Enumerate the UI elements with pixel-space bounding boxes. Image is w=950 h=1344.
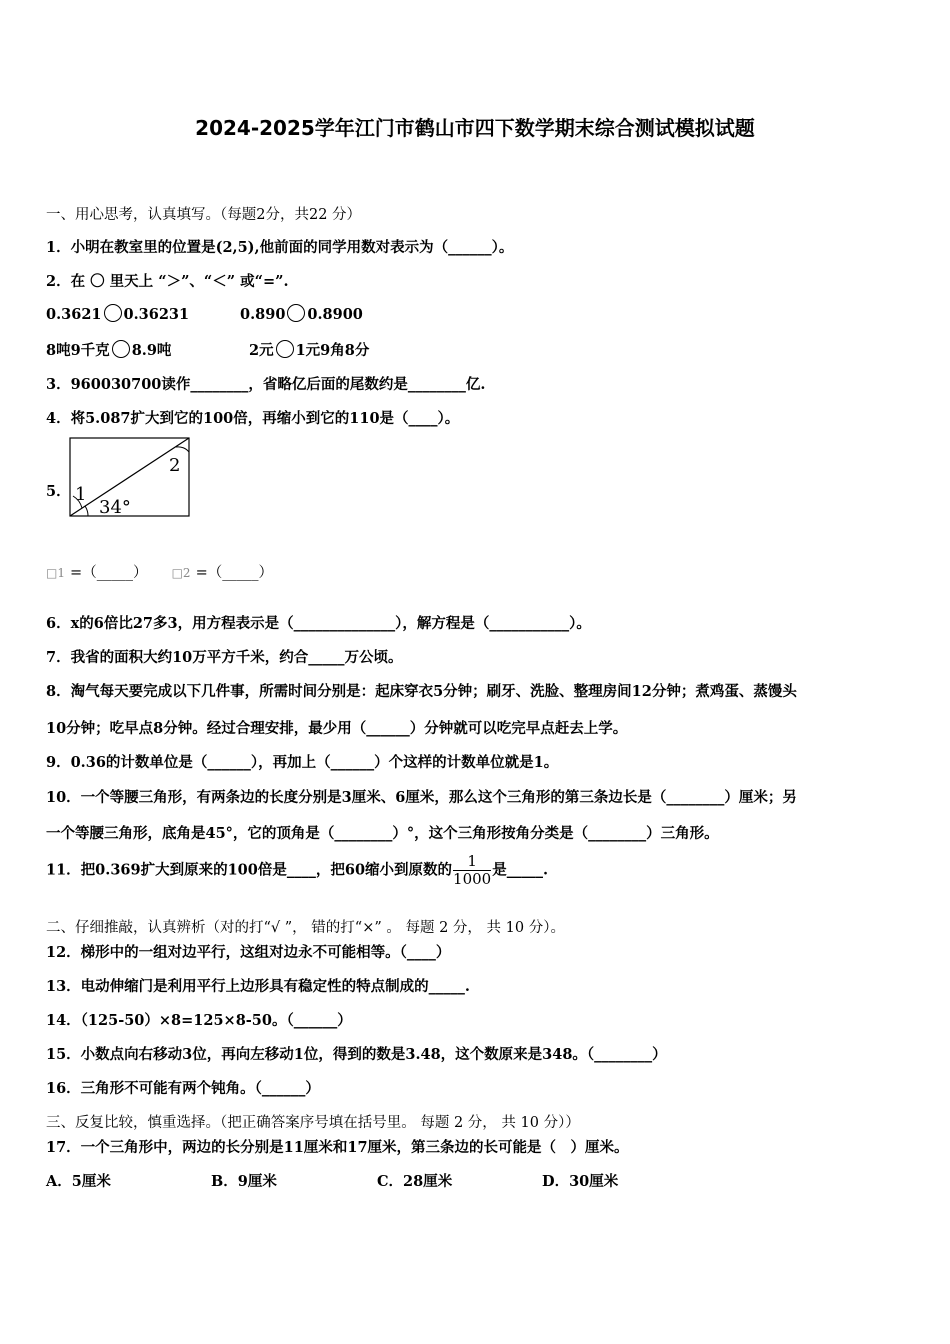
question-16: 16．三角形不可能有两个钝角。（______）: [46, 1080, 320, 1097]
question-4: 4．将5.087扩大到它的100倍，再缩小到它的110是（____）。: [46, 410, 460, 427]
question-17: 17．一个三角形中，两边的长分别是11厘米和17厘米，第三条边的长可能是（ ）厘米。: [46, 1139, 629, 1156]
compare-left-c: 8吨9千克: [46, 342, 110, 359]
question-7: 7．我省的面积大约10万平方千米，约合_____万公顷。: [46, 649, 403, 666]
rectangle-diagonal-figure: [68, 436, 193, 520]
compare-circle[interactable]: [104, 304, 122, 322]
page-title: 2024-2025学年江门市鹤山市四下数学期末综合测试模拟试题: [195, 116, 755, 140]
question-2-row-2: [46, 339, 171, 360]
question-2-row-1: [46, 304, 189, 323]
section-3-heading: 三、反复比较，慎重选择。（把正确答案序号填在括号里。 每题 2 分， 共 10 分））: [46, 1115, 580, 1131]
angle-2-number: 2: [182, 566, 191, 580]
question-11-before: 11．把0.369扩大到原来的100倍是____，把60缩小到原数的: [46, 861, 453, 879]
angle-label-34: 34°: [99, 497, 131, 518]
question-2-row-2b: [249, 339, 369, 360]
option-b[interactable]: B．9厘米: [211, 1173, 277, 1190]
question-8-line-2: 10分钟；吃早点8分钟。经过合理安排，最少用（______）分钟就可以吃完早点赶去上学。: [46, 720, 628, 737]
fraction-numerator: 1: [453, 853, 491, 871]
question-15: 15．小数点向右移动3位，再向左移动1位，得到的数是3.48，这个数原来是348。（________）: [46, 1046, 667, 1063]
question-3: 3．960030700读作________，省略亿后面的尾数约是________亿.: [46, 376, 486, 393]
question-13: 13．电动伸缩门是利用平行上边形具有稳定性的特点制成的_____.: [46, 978, 470, 995]
angle-label-2: 2: [169, 455, 181, 476]
section-2-heading: 二、仔细推敲，认真辨析（对的打“√ ”， 错的打“×” 。 每题 2 分， 共 10 分）。: [46, 920, 565, 936]
question-10-line-2: 一个等腰三角形，底角是45°，它的顶角是（________）°，这个三角形按角分类是（________）三角形。: [46, 825, 719, 842]
angle-1-glyph: □: [46, 566, 58, 580]
compare-right-d: 1元9角8分: [295, 342, 370, 359]
angle-arc-2: [176, 447, 189, 452]
option-d[interactable]: D．30厘米: [542, 1173, 619, 1190]
question-5-label: 5．: [46, 483, 71, 500]
question-9: 9．0.36的计数单位是（______），再加上（______）个这样的计数单位就是1。: [46, 754, 559, 771]
compare-right-b: 0.8900: [307, 306, 363, 323]
angle-1-number: 1: [57, 566, 65, 580]
question-11: [46, 853, 548, 888]
compare-left-a: 0.3621: [46, 306, 102, 323]
angle-2-glyph: □: [171, 566, 183, 580]
question-8-line-1: 8．淘气每天要完成以下几件事，所需时间分别是：起床穿衣5分钟；刷牙、洗脸、整理房间12分钟；煮鸡蛋、蒸馒头: [46, 683, 797, 700]
angle-1-answer: =（_____）: [70, 565, 148, 581]
fraction-denominator: 1000: [453, 870, 492, 888]
compare-left-d: 2元: [249, 342, 274, 359]
compare-circle[interactable]: [112, 340, 130, 358]
question-11-after: 是_____.: [492, 861, 549, 879]
angle-arc-34: [85, 506, 88, 516]
question-10-line-1: 10．一个等腰三角形，有两条边的长度分别是3厘米、6厘米，那么这个三角形的第三条边长是（________）厘米；另: [46, 789, 797, 806]
angle-label-1: 1: [75, 484, 87, 505]
angle-2-answer: =（_____）: [195, 565, 274, 581]
fraction: [453, 853, 491, 888]
question-6: 6．x的6倍比27多3，用方程表示是（______________），解方程是（___________）。: [46, 615, 591, 632]
compare-left-b: 0.890: [240, 306, 286, 323]
question-14: 14．（125-50）×8=125×8-50。（______）: [46, 1012, 352, 1029]
compare-circle[interactable]: [276, 340, 294, 358]
section-1-heading: 一、用心思考，认真填写。（每题2分，共22 分）: [46, 207, 362, 223]
question-2-row-1b: [240, 304, 363, 323]
compare-right-a: 0.36231: [123, 306, 190, 323]
question-2: 2．在 〇 里天上 “＞”、“＜” 或“=”.: [46, 273, 289, 290]
compare-circle[interactable]: [287, 304, 305, 322]
question-12: 12．梯形中的一组对边平行，这组对边永不可能相等。（____）: [46, 944, 451, 961]
question-1: 1．小明在教室里的位置是(2,5),他前面的同学用数对表示为（______）。: [46, 239, 514, 256]
option-a[interactable]: A．5厘米: [46, 1173, 111, 1190]
question-5-answers: [46, 561, 273, 582]
compare-right-c: 8.9吨: [131, 342, 172, 359]
option-c[interactable]: C．28厘米: [377, 1173, 453, 1190]
